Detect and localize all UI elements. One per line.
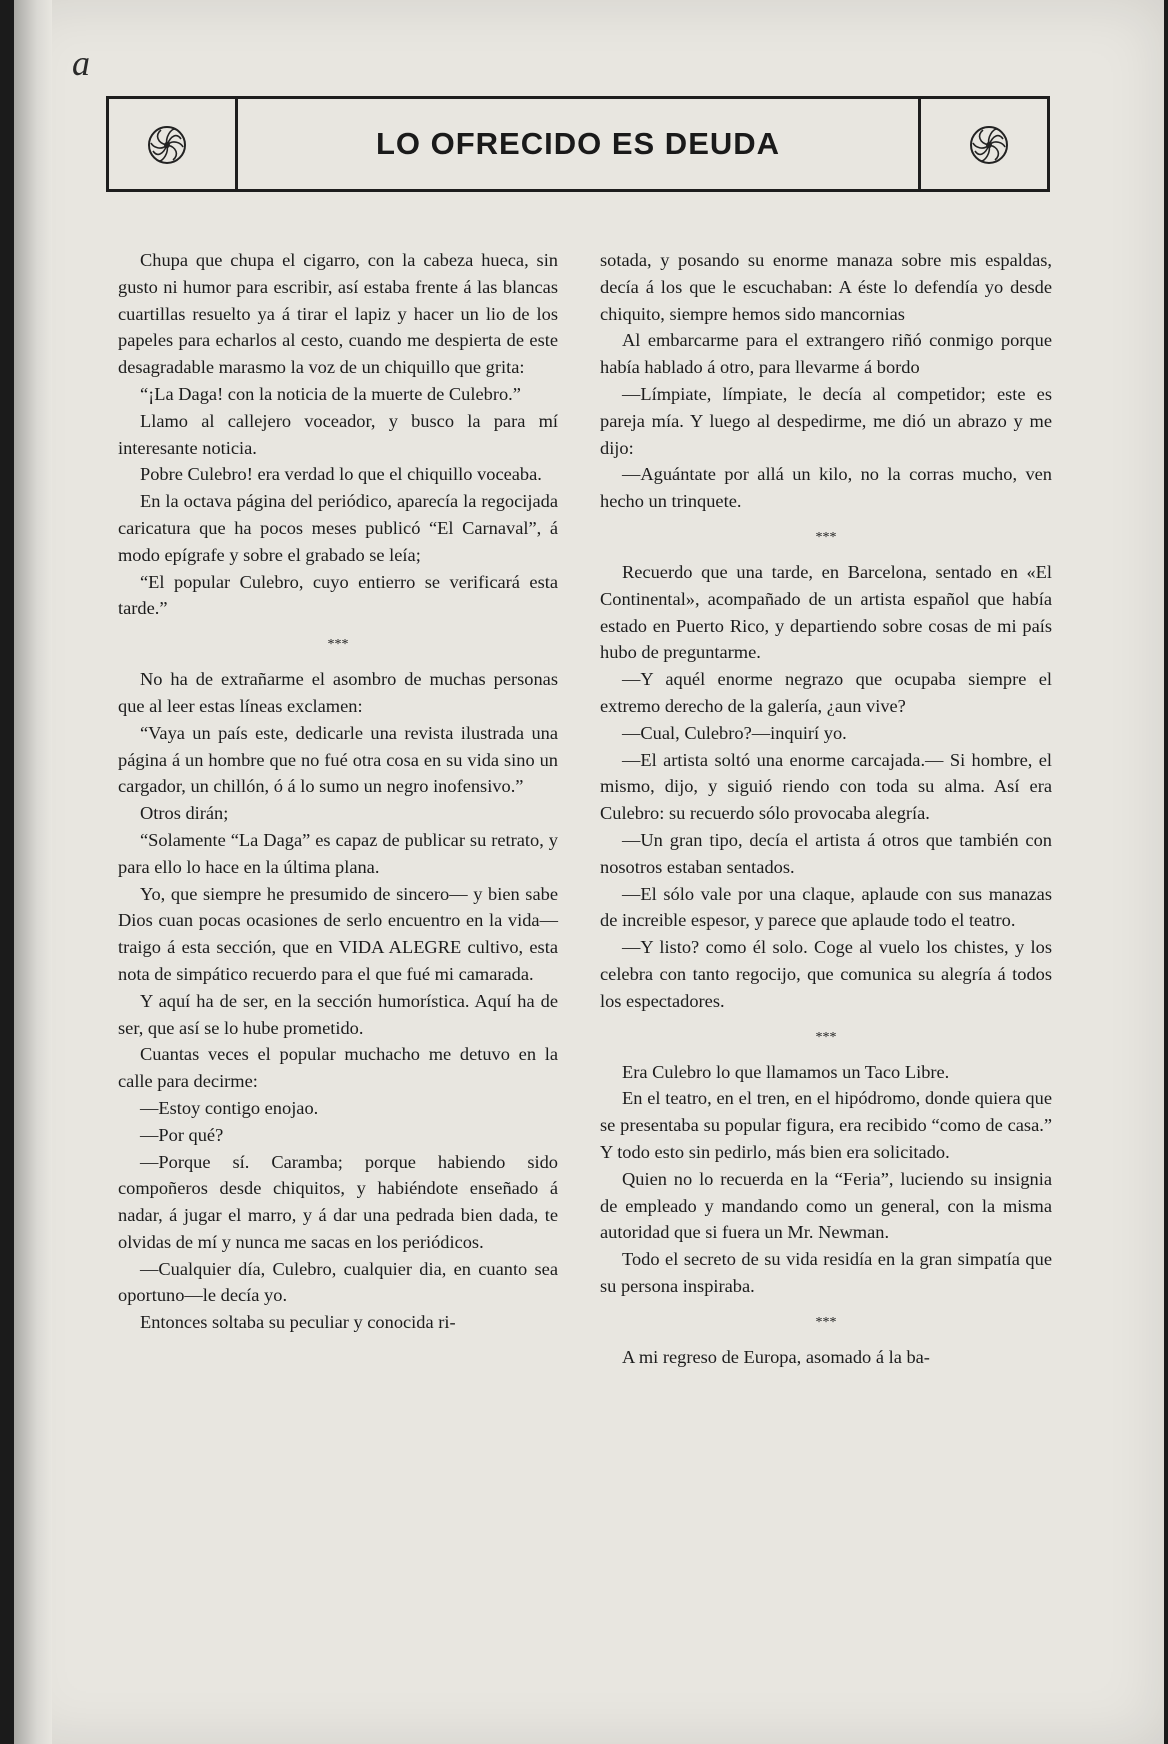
paragraph: “Vaya un país este, dedicarle una revista ilustrada una página á un hombre que no fué otra cosa en su vida sino un cargador, un chillón, ó á lo sumo un negro inofensivo.” bbox=[118, 722, 558, 797]
asterism-separator: *** bbox=[815, 529, 837, 545]
paragraph: Y aquí ha de ser, en la sección humorística. Aquí ha de ser, que así se lo hube prometido. bbox=[118, 990, 558, 1038]
paragraph: Cuantas veces el popular muchacho me detuvo en la calle para decirme: bbox=[118, 1044, 558, 1092]
paragraph: —El sólo vale por una claque, aplaude con sus manazas de increible espesor, y parece que aplaude todo el teatro. bbox=[600, 883, 1052, 931]
paragraph: —Aguántate por allá un kilo, no la corras mucho, ven hecho un trinquete. bbox=[600, 464, 1052, 512]
paragraph: En el teatro, en el tren, en el hipódromo, donde quiera que se presentaba su popular figura, era recibido “como de casa.” Y todo esto sin pedirlo, más bien era solicitado. bbox=[600, 1088, 1052, 1162]
paragraph: —Y listo? como él solo. Coge al vuelo los chistes, y los celebra con tanto regocijo, que comunica su alegría á todos los espectadores. bbox=[600, 937, 1052, 1011]
paragraph: Al embarcarme para el extrangero riñó conmigo porque había hablado á otro, para llevarme á bordo bbox=[600, 330, 1052, 378]
paragraph: —Estoy contigo enojao. bbox=[140, 1097, 319, 1118]
banner-divider-left bbox=[235, 96, 238, 192]
paragraph: Yo, que siempre he presumido de sincero— y bien sabe Dios cuan pocas ocasiones de serlo encuentro en la vida— traigo á esta sección, que en VIDA ALEGRE cultivo, esta nota de simpático recuerdo para el que fué mi camarada. bbox=[118, 883, 558, 984]
paragraph: Pobre Culebro! era verdad lo que el chiquillo voceaba. bbox=[140, 464, 542, 485]
paragraph: Chupa que chupa el cigarro, con la cabeza hueca, sin gusto ni humor para escribir, así estaba frente á las blancas cuartillas resuelto ya á tirar el lapiz y hacer un lio de los papeles para echarlos al cesto, cuando me despierta de este desagradable marasmo la voz de un chiquillo que grita: bbox=[118, 250, 558, 378]
rosette-ornament-icon bbox=[147, 125, 187, 165]
paragraph: —Por qué? bbox=[140, 1124, 224, 1145]
paragraph: —Y aquél enorme negrazo que ocupaba siempre el extremo derecho de la galería, ¿aun vive? bbox=[600, 669, 1052, 716]
right-text-column bbox=[600, 247, 1052, 1370]
asterism-separator: *** bbox=[815, 1314, 837, 1330]
paragraph: —Porque sí. Caramba; porque habiendo sido compoñeros desde chiquitos, y habiéndote enseñado á nadar, á jugar el marro, y á dar una pedrada bien dada, te olvidas de mí y nunca me sacas en los periódicos. bbox=[118, 1151, 558, 1252]
paragraph: Era Culebro lo que llamamos un Taco Libre. bbox=[622, 1061, 950, 1082]
paragraph: “Solamente “La Daga” es capaz de publicar su retrato, y para ello lo hace en la última plana. bbox=[118, 829, 558, 877]
paragraph: Recuerdo que una tarde, en Barcelona, sentado en «El Continental», acompañado de un artista español que había estado en Puerto Rico, y departiendo sobre cosas de mi país hubo de preguntarme. bbox=[600, 561, 1052, 663]
paragraph: —Cual, Culebro?—inquirí yo. bbox=[622, 722, 847, 743]
paragraph: sotada, y posando su enorme manaza sobre mis espaldas, decía á los que le escuchaban: A éste lo defendía yo desde chiquito, siempre hemos sido mancornias bbox=[600, 250, 1052, 324]
paragraph: —Límpiate, límpiate, le decía al competidor; este es pareja mía. Y luego al despedirme, me dió un abrazo y me dijo: bbox=[600, 383, 1052, 458]
paragraph: En la octava página del periódico, aparecía la regocijada caricatura que ha pocos meses publicó “El Carnaval”, á modo epígrafe y sobre el grabado se leía; bbox=[118, 491, 558, 565]
paragraph: —El artista soltó una enorme carcajada.— Si hombre, el mismo, dijo, y siguió riendo con toda su alma. Así era Culebro: su recuerdo sólo provocaba alegría. bbox=[600, 749, 1052, 824]
paragraph: Todo el secreto de su vida residía en la gran simpatía que su persona inspiraba. bbox=[600, 1249, 1052, 1296]
paragraph: —Cualquier día, Culebro, cualquier dia, en cuanto sea oportuno—le decía yo. bbox=[118, 1258, 558, 1306]
magazine-page bbox=[14, 0, 1164, 1744]
paragraph: Otros dirán; bbox=[140, 803, 229, 824]
title-banner bbox=[106, 96, 1050, 192]
paragraph: —Un gran tipo, decía el artista á otros que también con nosotros estaban sentados. bbox=[600, 829, 1052, 877]
paragraph: A mi regreso de Europa, asomado á la ba- bbox=[622, 1346, 930, 1367]
paragraph: Entonces soltaba su peculiar y conocida ri- bbox=[140, 1312, 456, 1333]
page-edge bbox=[14, 0, 52, 1744]
paragraph: Quien no lo recuerda en la “Feria”, luciendo su insignia de empleado y mandando como un general, con la misma autoridad que si fuera un Mr. Newman. bbox=[600, 1168, 1052, 1243]
banner-divider-right bbox=[918, 96, 921, 192]
asterism-separator: *** bbox=[815, 1029, 837, 1045]
paragraph: “¡La Daga! con la noticia de la muerte de Culebro.” bbox=[140, 383, 521, 404]
left-text-column bbox=[118, 247, 558, 1336]
page-mark: a bbox=[72, 43, 90, 83]
asterism-separator: *** bbox=[327, 637, 349, 653]
paragraph: No ha de extrañarme el asombro de muchas personas que al leer estas líneas exclamen: bbox=[118, 669, 558, 716]
rosette-ornament-icon bbox=[969, 125, 1009, 165]
article-title: LO OFRECIDO ES DEUDA bbox=[375, 126, 781, 161]
paragraph: Llamo al callejero voceador, y busco la para mí interesante noticia. bbox=[118, 410, 558, 458]
paragraph: “El popular Culebro, cuyo entierro se verificará esta tarde.” bbox=[118, 571, 558, 619]
